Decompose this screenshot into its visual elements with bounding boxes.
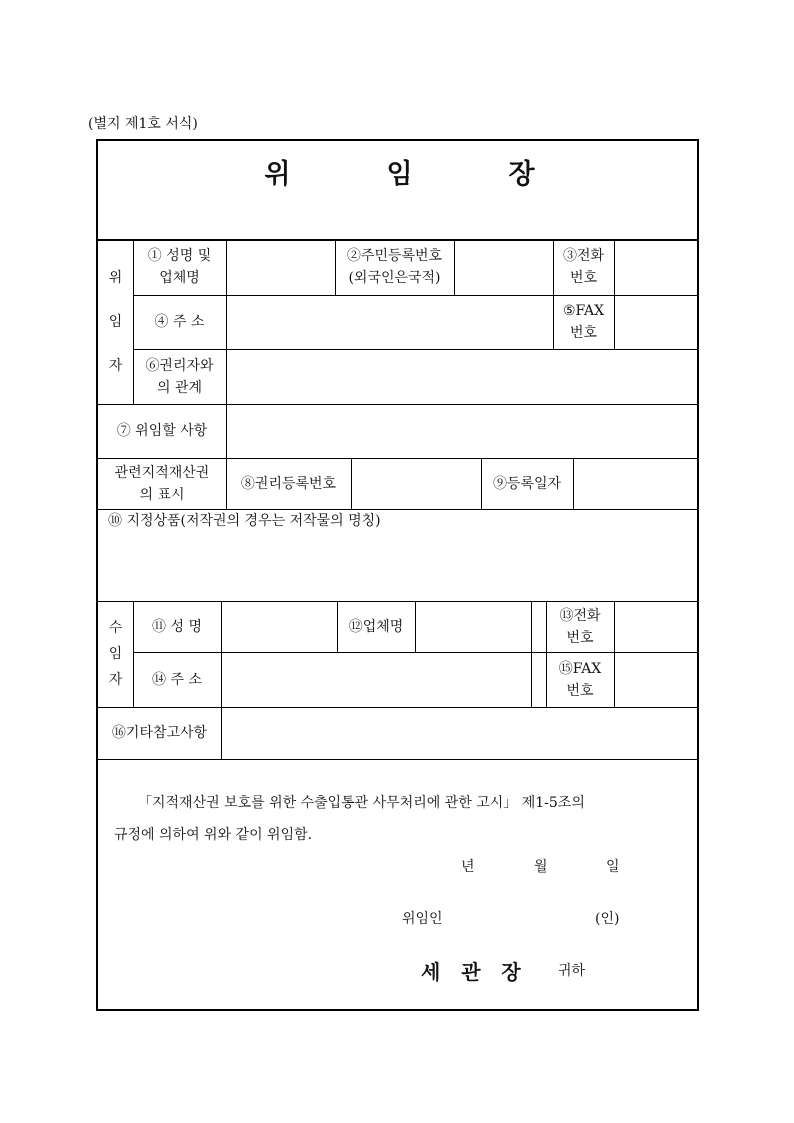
delegate-name-label: ⑪ 성 명 <box>152 618 202 635</box>
label-line: ③전화 <box>562 248 605 264</box>
side-char: 자 <box>108 357 123 374</box>
label-line: ① 성명 및 <box>147 248 212 264</box>
ip-display-label <box>98 458 226 509</box>
label-line: (외국인은국적) <box>348 270 441 286</box>
label-line: ⑮FAX <box>558 660 602 677</box>
form-title <box>98 141 701 201</box>
delegate-fax-label <box>546 652 614 707</box>
delegated-matter-label: ⑦ 위임할 사항 <box>116 423 208 439</box>
side-char: 임 <box>108 646 123 662</box>
side-char: 임 <box>108 313 123 330</box>
reg-date-label: ⑨등록일자 <box>492 475 562 492</box>
name-company-label <box>133 239 226 295</box>
addressee-customs-chief: 세 관 장 <box>421 960 521 984</box>
designated-goods-field[interactable] <box>98 533 699 599</box>
other-reference-field[interactable] <box>221 707 699 759</box>
resident-id-label <box>335 239 454 295</box>
phone-field[interactable] <box>614 239 699 295</box>
label-line: 의 관계 <box>156 379 203 396</box>
statement-line-1: 「지적재산권 보호를 위한 수출입통관 사무처리에 관한 고시」 제1-5조의 <box>138 795 585 811</box>
side-char: 위 <box>108 269 123 286</box>
delegate-company-label: ⑫업체명 <box>348 618 404 635</box>
reg-no-field[interactable] <box>351 458 481 509</box>
label-line: 번호 <box>569 270 598 286</box>
label-line: 관련지적재산권 <box>114 464 210 481</box>
date-day-label: 일 <box>606 859 620 875</box>
delegate-name-field[interactable] <box>221 601 337 652</box>
label-line: 번호 <box>566 629 594 646</box>
resident-id-field[interactable] <box>454 239 553 295</box>
label-line: ⑥권리자와 <box>145 357 214 374</box>
label-line: ⑬전화 <box>559 607 601 624</box>
power-of-attorney-form <box>96 139 699 1011</box>
fax-label <box>553 295 614 349</box>
side-char: 자 <box>108 672 123 688</box>
addressee-honorific: 귀하 <box>558 963 586 979</box>
delegator-sign-label: 위임인 <box>402 911 443 927</box>
delegate-address-label: ⑭ 주 소 <box>152 671 202 688</box>
delegate-fax-field[interactable] <box>614 652 699 707</box>
delegate-phone-label <box>546 601 614 652</box>
side-char: 수 <box>108 620 123 636</box>
name-company-field[interactable] <box>226 239 335 295</box>
delegate-company-field[interactable] <box>415 601 531 652</box>
delegate-phone-field[interactable] <box>614 601 699 652</box>
statement-line-2: 규정에 의하여 위와 같이 위임함. <box>114 827 313 843</box>
reg-no-label: ⑧권리등록번호 <box>240 475 337 492</box>
title-char-1: 위 <box>264 158 291 190</box>
title-char-2: 임 <box>386 158 413 190</box>
delegator-side-label <box>98 239 133 404</box>
col-divider <box>531 601 532 707</box>
address-label: ④ 주 소 <box>154 314 205 330</box>
reg-date-field[interactable] <box>573 458 699 509</box>
designated-goods-label: ⑩ 지정상품(저작권의 경우는 저작물의 명칭) <box>108 513 381 529</box>
title-char-3: 장 <box>508 158 535 190</box>
relation-label <box>133 349 226 404</box>
label-line: 번호 <box>569 325 598 341</box>
date-month-label: 월 <box>534 859 548 875</box>
label-line: 업체명 <box>159 270 200 286</box>
date-year-label: 년 <box>461 859 475 875</box>
row-divider <box>98 759 699 760</box>
other-reference-label: ⑯기타참고사항 <box>111 725 208 741</box>
delegate-address-field[interactable] <box>221 652 531 707</box>
label-line: ⑤FAX <box>562 303 605 319</box>
relation-field[interactable] <box>226 349 699 404</box>
label-line: 번호 <box>566 682 594 699</box>
label-line: 의 표시 <box>139 486 185 503</box>
fax-field[interactable] <box>614 295 699 349</box>
address-field[interactable] <box>226 295 553 349</box>
label-line: ②주민등록번호 <box>346 248 443 264</box>
seal-mark: (인) <box>595 911 620 927</box>
form-number-label: (별지 제1호 서식) <box>88 116 198 132</box>
phone-label <box>553 239 614 295</box>
delegated-matter-field[interactable] <box>226 404 699 458</box>
delegate-side-label <box>98 601 133 707</box>
